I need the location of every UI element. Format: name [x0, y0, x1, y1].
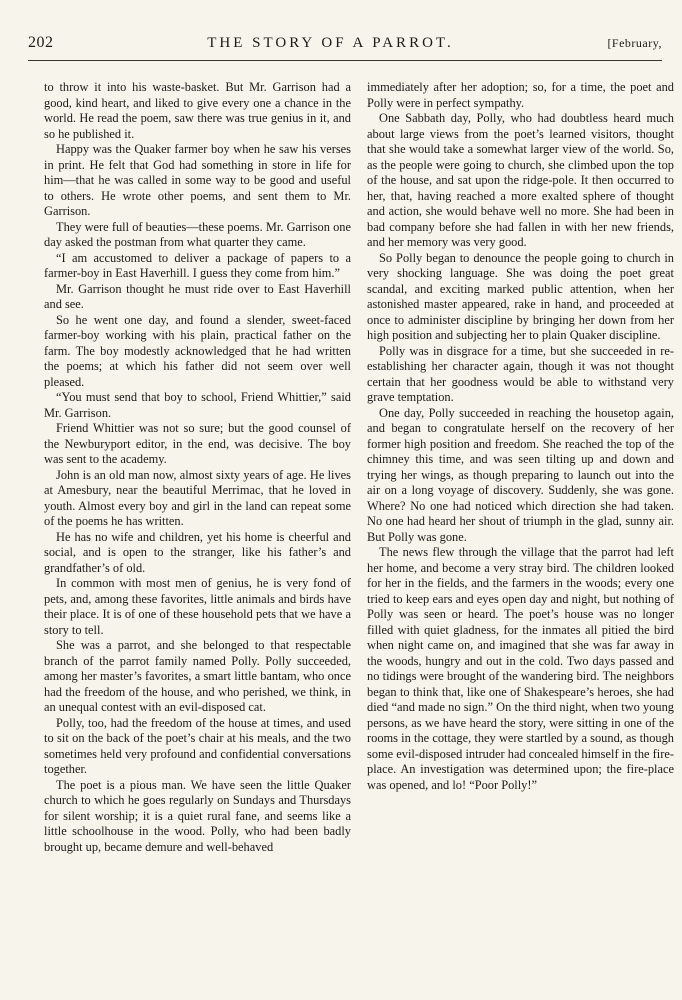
- paragraph: They were full of beauties—these poems. Mr. Garrison one day asked the postman from what quarter they came.: [44, 219, 351, 249]
- paragraph: In common with most men of genius, he is very fond of pets, and, among these favorites, little animals and birds have their place. It is of one of these household pets that we have a story to tell.: [44, 576, 351, 637]
- paragraph: John is an old man now, almost sixty years of age. He lives at Amesbury, near the beautiful Merrimac, that he loved in youth. Almost every boy and girl in the land can repeat some of the poems he has written.: [44, 467, 351, 528]
- paragraph: She was a parrot, and she belonged to that respectable branch of the parrot family named Polly. Polly succeeded, among her master’s favorites, a smart little bantam, who once had the freedom of the house, and who perished, we think, in an unequal contest with an evil-disposed cat.: [44, 638, 351, 714]
- paragraph: He has no wife and children, yet his home is cheerful and social, and is open to the stranger, like his father’s and grandfather’s of old.: [44, 529, 351, 575]
- paragraph: Happy was the Quaker farmer boy when he saw his verses in print. He felt that God had something in store in life for him—that he was called in some way to be good and useful to others. He wrote other poems, and sent them to Mr. Garrison.: [44, 142, 351, 218]
- header-rule: [28, 60, 662, 61]
- left-column: [44, 80, 351, 980]
- running-title: THE STORY OF A PARROT.: [207, 35, 454, 51]
- right-column: [367, 80, 674, 980]
- text-columns: [44, 80, 674, 980]
- paragraph: So he went one day, and found a slender, sweet-faced farmer-boy working with his plain, practical father on the farm. The boy modestly acknowledged that he had written the poems; at which his father did not seem over well pleased.: [44, 312, 351, 389]
- paragraph: Mr. Garrison thought he must ride over to East Haverhill and see.: [44, 281, 351, 311]
- paragraph: Friend Whittier was not so sure; but the good counsel of the Newburyport editor, in the end, was decisive. The boy was sent to the academy.: [44, 421, 351, 466]
- page-number: 202: [28, 34, 54, 51]
- paragraph: The poet is a pious man. We have seen the little Quaker church to which he goes regularly on Sundays and Thursdays for silent worship; it is a quiet rural fane, and seems like a little schoolhouse in the wood. Polly, who had been badly brought up, became demure and well-behaved: [44, 777, 351, 854]
- paragraph: One day, Polly succeeded in reaching the housetop again, and began to congratulate herself on the recovery of her former high position and freedom. She reached the top of the chimney this time, and was seen tilting up and down and trying her wings, as though preparing to launch out into the air on a long voyage of discovery. Suddenly, she was gone. Where? No one had noticed which direction she had taken. No one had heard her shout of triumph in the glad, sunny air. But Polly was gone.: [367, 405, 674, 544]
- paragraph: So Polly began to denounce the people going to church in very shocking language. She was doing the poet great scandal, and exciting marked public attention, when her astonished master appeared, rake in hand, and proceeded at once to administer discipline by bringing her down from her high position and subjecting her to plain Quaker discipline.: [367, 250, 674, 342]
- issue-month: [February,: [607, 36, 662, 50]
- paragraph: Polly was in disgrace for a time, but she succeeded in re-establishing her character again, though it was not thought certain that her goodness would be able to withstand very grave temptation.: [367, 343, 674, 404]
- paragraph: “You must send that boy to school, Friend Whittier,” said Mr. Garrison.: [44, 390, 351, 420]
- paragraph: Polly, too, had the freedom of the house at times, and used to sit on the back of the poet’s chair at his meals, and the two sometimes held very profound and confidential conversations together.: [44, 715, 351, 776]
- paragraph: to throw it into his waste-basket. But Mr. Garrison had a good, kind heart, and liked to give every one a chance in the world. He read the poem, saw there was true genius in it, and so he published it.: [44, 80, 351, 141]
- paragraph: “I am accustomed to deliver a package of papers to a farmer-boy in East Haverhill. I guess they come from him.”: [44, 250, 351, 280]
- paragraph: One Sabbath day, Polly, who had doubtless heard much about large views from the poet’s learned visitors, thought that she would take a somewhat larger view of the world. So, as the people were going to church, she climbed upon the top of the house, and sat upon the ridge-pole. It then occurred to her, that, having reached a more exalted sphere of thought and action, she would behave well no more. She had been in bad company before she had fallen in with her new friends, and her memory was very good.: [367, 111, 674, 249]
- page-header: [28, 34, 662, 56]
- paragraph: immediately after her adoption; so, for a time, the poet and Polly were in perfect sympathy.: [367, 80, 674, 110]
- paragraph: The news flew through the village that the parrot had left her home, and become a very stray bird. The children looked for her in the fields, and the farmers in the woods; every one tried to keep ears and eyes open day and night, but nothing of Polly was seen or heard. The poet’s house was no longer filled with quiet gladness, for the inmates all pitied the bird when night came on, and imagined that she was far away in the woods, hungry and out in the cold. Two days passed and no tidings were brought of the wandering bird. The neighbors began to think that, like one of Shakespeare’s heroes, she had died “and made no sign.” On the third night, when two young persons, as we have heard the story, were sitting in one of the rooms in the cottage, they were startled by a sound, as though some evil-disposed intruder had concealed himself in the fire-place. An investigation was determined upon; the fire-place was opened, and lo! “Poor Polly!”: [367, 545, 674, 792]
